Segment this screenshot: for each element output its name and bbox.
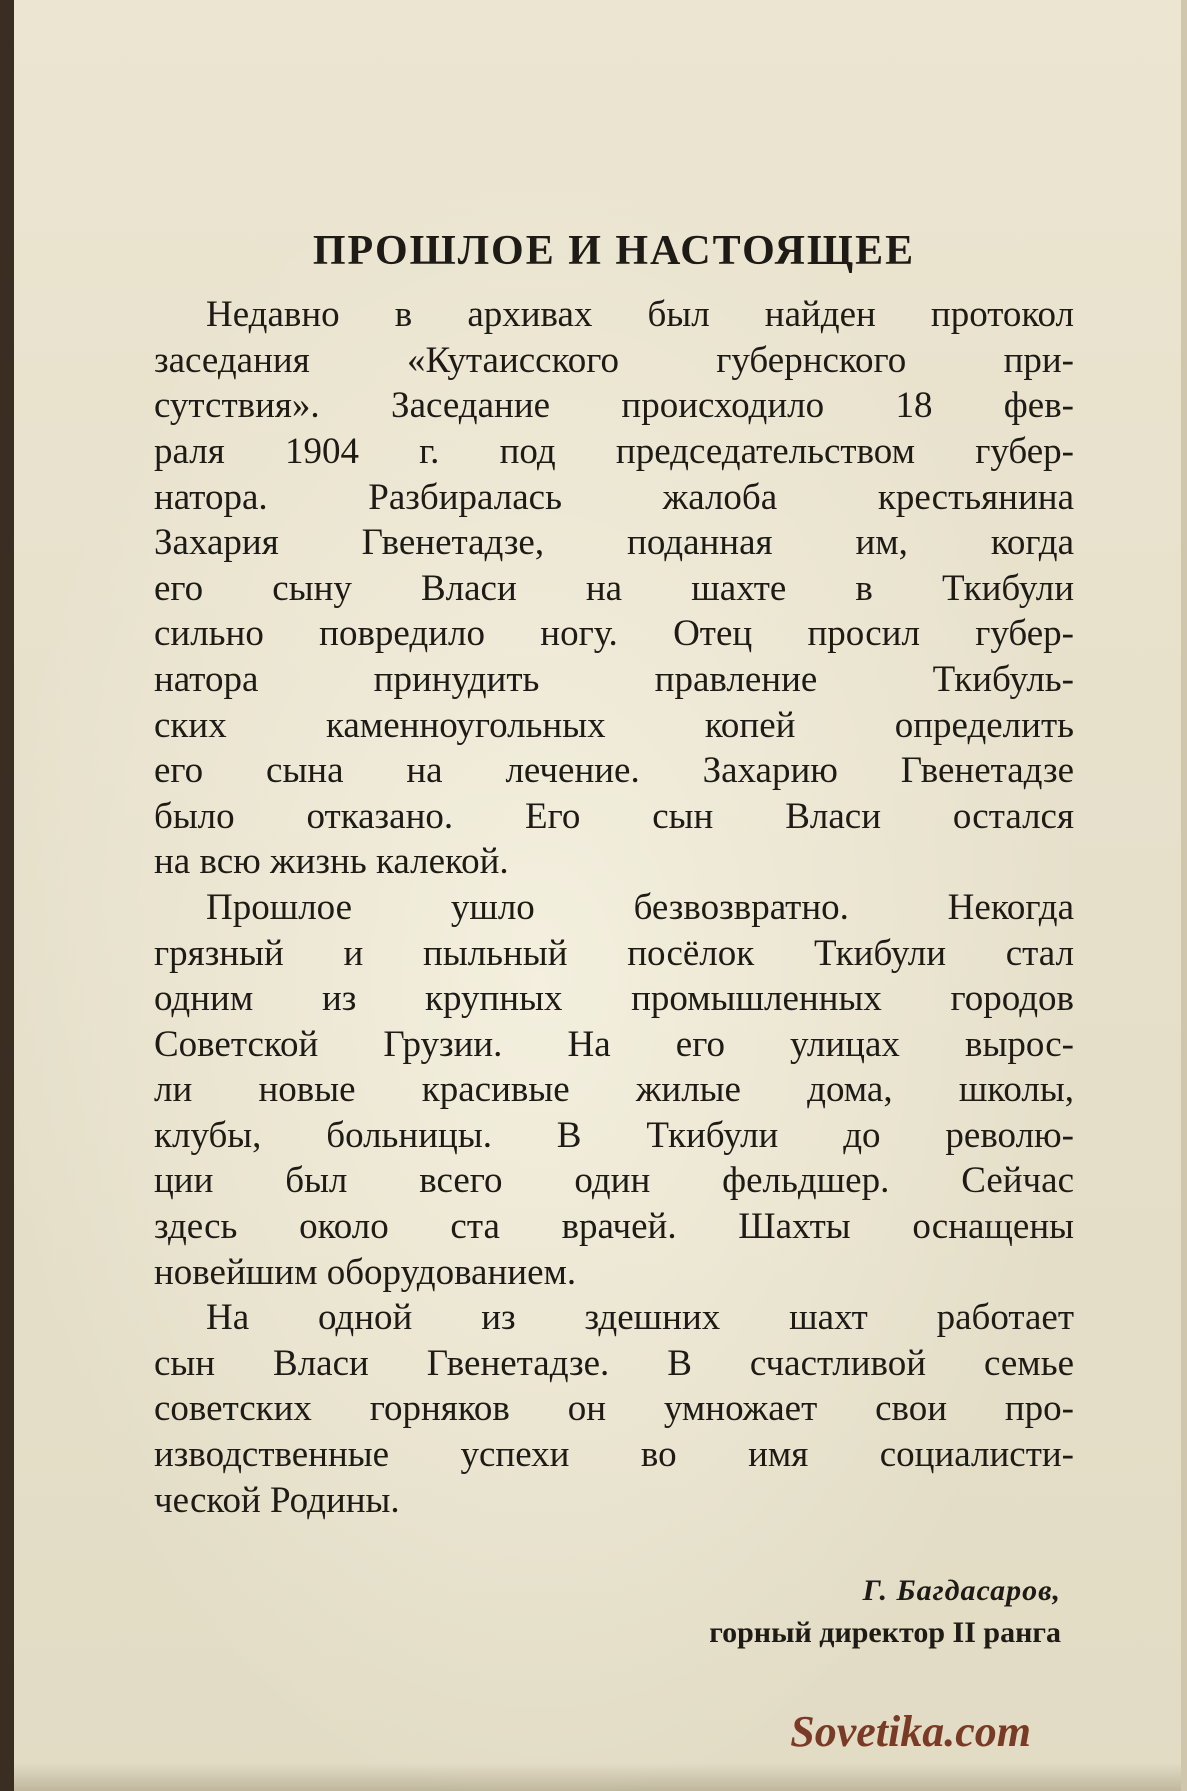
text-line: советских горняков он умножает свои про- — [154, 1388, 1074, 1430]
author-role: горный директор II ранга — [709, 1616, 1061, 1649]
text-line: На одной из здешних шахт работает — [206, 1297, 1074, 1339]
watermark-text: Sovetika.com — [790, 1707, 1031, 1756]
text-line: сын Власи Гвенетадзе. В счастливой семье — [154, 1342, 1074, 1384]
author-name: Г. Багдасаров, — [862, 1574, 1061, 1607]
text-line: сильно повредило ногу. Отец просил губер- — [154, 613, 1074, 655]
text-line: ческой Родины. — [154, 1479, 400, 1521]
text-line: Недавно в архивах был найден протокол — [206, 294, 1074, 336]
paragraph-1 — [154, 292, 1074, 885]
text-line: здесь около ста врачей. Шахты оснащены — [154, 1206, 1074, 1248]
text-line: грязный и пыльный посёлок Ткибули стал — [154, 932, 1074, 974]
watermark-logo — [790, 1706, 1031, 1757]
text-line: клубы, больницы. В Ткибули до револю- — [154, 1114, 1074, 1156]
text-line: натора принудить правление Ткибуль- — [154, 658, 1074, 700]
text-line: новейшим оборудованием. — [154, 1251, 577, 1293]
text-line: его сыну Власи на шахте в Ткибули — [154, 567, 1074, 609]
text-line: Прошлое ушло безвозвратно. Некогда — [206, 886, 1074, 928]
text-line: Захария Гвенетадзе, поданная им, когда — [154, 522, 1074, 564]
article — [154, 228, 1074, 1523]
text-line: его сына на лечение. Захарию Гвенетадзе — [154, 750, 1074, 792]
text-line: сутствия». Заседание происходило 18 фев- — [154, 385, 1074, 427]
text-line: заседания «Кутаисского губернского при- — [154, 339, 1074, 381]
text-line: ли новые красивые жилые дома, школы, — [154, 1069, 1074, 1111]
paragraph-2 — [154, 885, 1074, 1295]
signature — [709, 1570, 1061, 1654]
text-line: ции был всего один фельдшер. Сейчас — [154, 1160, 1074, 1202]
text-line: натора. Разбиралась жалоба крестьянина — [154, 476, 1074, 518]
paragraph-3 — [154, 1295, 1074, 1523]
text-line: на всю жизнь калекой. — [154, 841, 509, 883]
text-line: было отказано. Его сын Власи остался — [154, 795, 1074, 837]
text-line: ских каменноугольных копей определить — [154, 704, 1074, 746]
article-title: ПРОШЛОЕ И НАСТОЯЩЕЕ — [312, 228, 916, 274]
text-line: одним из крупных промышленных городов — [154, 978, 1074, 1020]
text-line: изводственные успехи во имя социалисти- — [154, 1434, 1074, 1476]
text-line: раля 1904 г. под председательством губер- — [154, 430, 1074, 472]
text-line: Советской Грузии. На его улицах вырос- — [154, 1023, 1074, 1065]
